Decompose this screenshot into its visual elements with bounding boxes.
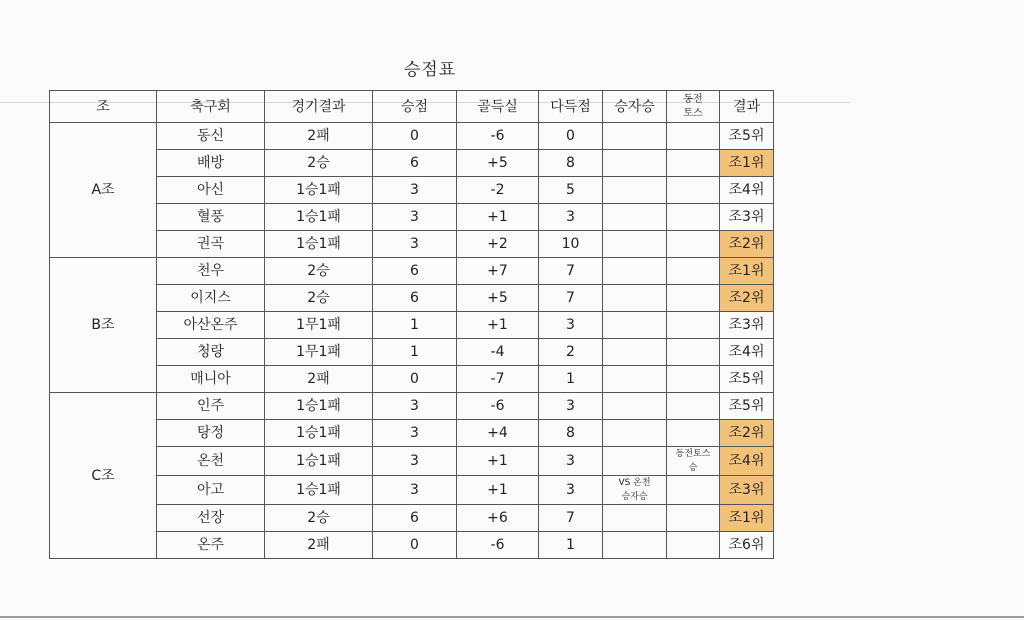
head-to-head-cell: [603, 204, 667, 231]
coin-toss-cell: [667, 177, 720, 204]
record-cell: 2패: [265, 123, 373, 150]
head-to-head-cell: [603, 258, 667, 285]
goals-for-cell: 7: [539, 285, 603, 312]
table-row: [50, 231, 774, 258]
result-cell: 조4위: [720, 447, 774, 476]
page-title: 승점표: [403, 60, 457, 80]
club-cell: 온천: [157, 447, 265, 476]
record-cell: 2승: [265, 285, 373, 312]
record-cell: 1승1패: [265, 393, 373, 420]
record-cell: 1무1패: [265, 339, 373, 366]
points-cell: 0: [373, 123, 457, 150]
result-cell: 조3위: [720, 476, 774, 505]
table-row: [50, 420, 774, 447]
result-cell: 조5위: [720, 393, 774, 420]
record-cell: 1승1패: [265, 177, 373, 204]
header-club: 축구회: [157, 91, 265, 123]
goal-diff-cell: +1: [457, 476, 539, 505]
table-row: [50, 393, 774, 420]
table-row: [50, 150, 774, 177]
header-goal-diff: 골득실: [457, 91, 539, 123]
goal-diff-cell: -6: [457, 532, 539, 559]
goal-diff-cell: +6: [457, 505, 539, 532]
points-cell: 6: [373, 150, 457, 177]
goal-diff-cell: +5: [457, 150, 539, 177]
goal-diff-cell: +5: [457, 285, 539, 312]
coin-toss-cell: [667, 204, 720, 231]
record-cell: 2승: [265, 258, 373, 285]
goals-for-cell: 8: [539, 420, 603, 447]
coin-toss-cell: [667, 505, 720, 532]
result-cell: 조1위: [720, 505, 774, 532]
header-coin-toss: 동전 토스: [667, 91, 720, 123]
club-cell: 선장: [157, 505, 265, 532]
points-cell: 3: [373, 447, 457, 476]
table-row: [50, 258, 774, 285]
table-row: [50, 339, 774, 366]
goal-diff-cell: +1: [457, 447, 539, 476]
head-to-head-cell: [603, 532, 667, 559]
goal-diff-cell: -6: [457, 123, 539, 150]
club-cell: 온주: [157, 532, 265, 559]
points-cell: 3: [373, 476, 457, 505]
table-row: [50, 505, 774, 532]
coin-toss-cell: [667, 366, 720, 393]
goal-diff-cell: +1: [457, 312, 539, 339]
coin-toss-cell: [667, 312, 720, 339]
head-to-head-cell: [603, 420, 667, 447]
group-name-cell: B조: [50, 258, 157, 393]
header-record: 경기결과: [265, 91, 373, 123]
goal-diff-cell: +7: [457, 258, 539, 285]
table-row: [50, 177, 774, 204]
club-cell: 아산온주: [157, 312, 265, 339]
record-cell: 1무1패: [265, 312, 373, 339]
header-goals-for: 다득점: [539, 91, 603, 123]
record-cell: 2승: [265, 150, 373, 177]
goals-for-cell: 1: [539, 366, 603, 393]
points-cell: 6: [373, 258, 457, 285]
goal-diff-cell: -2: [457, 177, 539, 204]
club-cell: 탕정: [157, 420, 265, 447]
result-cell: 조1위: [720, 258, 774, 285]
coin-toss-cell: [667, 532, 720, 559]
head-to-head-cell: [603, 285, 667, 312]
result-cell: 조4위: [720, 177, 774, 204]
goals-for-cell: 1: [539, 532, 603, 559]
coin-toss-cell: [667, 150, 720, 177]
table-row: [50, 447, 774, 476]
club-cell: 동신: [157, 123, 265, 150]
club-cell: 배방: [157, 150, 265, 177]
goal-diff-cell: +2: [457, 231, 539, 258]
head-to-head-cell: [603, 339, 667, 366]
head-to-head-cell: [603, 447, 667, 476]
points-cell: 6: [373, 285, 457, 312]
group-name-cell: C조: [50, 393, 157, 559]
points-cell: 6: [373, 505, 457, 532]
goal-diff-cell: -4: [457, 339, 539, 366]
result-cell: 조1위: [720, 150, 774, 177]
record-cell: 1승1패: [265, 420, 373, 447]
table-row: [50, 285, 774, 312]
record-cell: 1승1패: [265, 231, 373, 258]
head-to-head-cell: [603, 123, 667, 150]
goals-for-cell: 3: [539, 204, 603, 231]
record-cell: 1승1패: [265, 476, 373, 505]
record-cell: 1승1패: [265, 447, 373, 476]
page-bottom-edge: [0, 616, 1024, 618]
points-cell: 1: [373, 312, 457, 339]
record-cell: 1승1패: [265, 204, 373, 231]
goals-for-cell: 3: [539, 476, 603, 505]
club-cell: 천우: [157, 258, 265, 285]
goal-diff-cell: -6: [457, 393, 539, 420]
goals-for-cell: 10: [539, 231, 603, 258]
result-cell: 조5위: [720, 123, 774, 150]
record-cell: 2패: [265, 366, 373, 393]
header-points: 승점: [373, 91, 457, 123]
goals-for-cell: 0: [539, 123, 603, 150]
goals-for-cell: 7: [539, 505, 603, 532]
head-to-head-cell: [603, 150, 667, 177]
points-cell: 3: [373, 204, 457, 231]
club-cell: 청랑: [157, 339, 265, 366]
goal-diff-cell: -7: [457, 366, 539, 393]
header-head-to-head: 승자승: [603, 91, 667, 123]
head-to-head-cell: [603, 366, 667, 393]
goals-for-cell: 2: [539, 339, 603, 366]
coin-toss-cell: [667, 258, 720, 285]
table-row: [50, 204, 774, 231]
coin-toss-cell: [667, 285, 720, 312]
goal-diff-cell: +1: [457, 204, 539, 231]
goal-diff-cell: +4: [457, 420, 539, 447]
result-cell: 조2위: [720, 285, 774, 312]
head-to-head-cell: [603, 231, 667, 258]
goals-for-cell: 5: [539, 177, 603, 204]
goals-for-cell: 8: [539, 150, 603, 177]
group-name-cell: A조: [50, 123, 157, 258]
head-to-head-cell: [603, 393, 667, 420]
record-cell: 2승: [265, 505, 373, 532]
points-cell: 3: [373, 177, 457, 204]
coin-toss-cell: [667, 339, 720, 366]
goals-for-cell: 7: [539, 258, 603, 285]
club-cell: 혈풍: [157, 204, 265, 231]
header-result: 결과: [720, 91, 774, 123]
result-cell: 조2위: [720, 420, 774, 447]
record-cell: 2패: [265, 532, 373, 559]
club-cell: 아신: [157, 177, 265, 204]
result-cell: 조3위: [720, 312, 774, 339]
coin-toss-cell: [667, 393, 720, 420]
club-cell: 아고: [157, 476, 265, 505]
points-cell: 0: [373, 532, 457, 559]
points-cell: 3: [373, 393, 457, 420]
table-row: [50, 532, 774, 559]
result-cell: 조3위: [720, 204, 774, 231]
points-cell: 3: [373, 420, 457, 447]
goals-for-cell: 3: [539, 447, 603, 476]
club-cell: 권곡: [157, 231, 265, 258]
coin-toss-cell: [667, 420, 720, 447]
coin-toss-cell: 동전토스 승: [667, 447, 720, 476]
head-to-head-cell: VS 온천 승자승: [603, 476, 667, 505]
goals-for-cell: 3: [539, 393, 603, 420]
table-row: [50, 123, 774, 150]
points-cell: 1: [373, 339, 457, 366]
club-cell: 인주: [157, 393, 265, 420]
result-cell: 조4위: [720, 339, 774, 366]
result-cell: 조6위: [720, 532, 774, 559]
table-row: [50, 312, 774, 339]
points-cell: 3: [373, 231, 457, 258]
result-cell: 조5위: [720, 366, 774, 393]
table-row: [50, 476, 774, 505]
goals-for-cell: 3: [539, 312, 603, 339]
header-group: 조: [50, 91, 157, 123]
club-cell: 매니아: [157, 366, 265, 393]
club-cell: 이지스: [157, 285, 265, 312]
coin-toss-cell: [667, 476, 720, 505]
coin-toss-cell: [667, 231, 720, 258]
result-cell: 조2위: [720, 231, 774, 258]
table-row: [50, 366, 774, 393]
standings-table: [49, 90, 774, 559]
head-to-head-cell: [603, 177, 667, 204]
head-to-head-cell: [603, 312, 667, 339]
header-row: [50, 91, 774, 123]
head-to-head-cell: [603, 505, 667, 532]
points-cell: 0: [373, 366, 457, 393]
coin-toss-cell: [667, 123, 720, 150]
